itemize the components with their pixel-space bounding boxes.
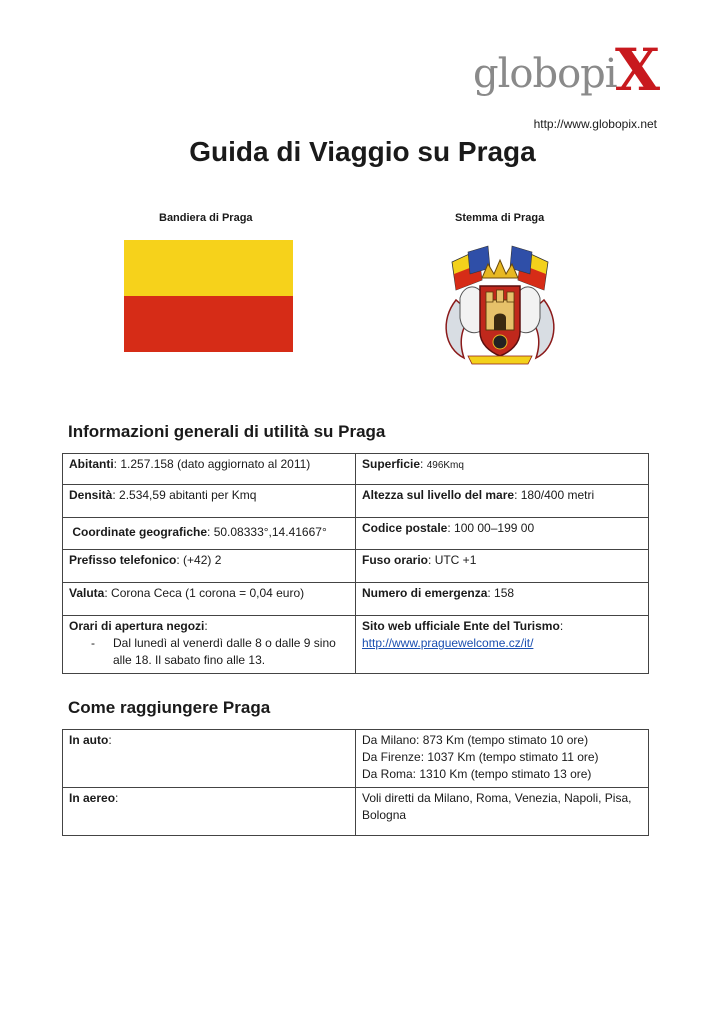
prefisso-cell: Prefisso telefonico: (+42) 2: [63, 550, 356, 583]
flag-label: Bandiera di Praga: [159, 212, 253, 224]
table-row: [63, 730, 649, 788]
auto-cell: In auto:: [63, 730, 356, 788]
emergenza-value: 158: [494, 586, 515, 600]
travel-section-title: Come raggiungere Praga: [68, 698, 271, 717]
travel-table: [62, 729, 649, 836]
emergenza-cell: Numero di emergenza: 158: [356, 583, 649, 616]
auto-values-cell: [356, 730, 649, 788]
logo-text: globopi: [473, 51, 617, 97]
info-table: [62, 453, 649, 674]
coordinate-value: 50.08333°,14.41667°: [213, 525, 327, 539]
superficie-label: Superficie: [362, 457, 421, 471]
sito-cell: Sito web ufficiale Ente del Turismo: http://www.praguewelcome.cz/it/: [356, 616, 649, 674]
altezza-cell: Altezza sul livello del mare: 180/400 metri: [356, 485, 649, 518]
superficie-cell: Superficie: 496Kmq: [356, 454, 649, 485]
page-title: Guida di Viaggio su Praga: [189, 136, 536, 167]
codice-label: Codice postale: [362, 521, 448, 535]
valuta-value: Corona Ceca (1 corona = 0,04 euro): [111, 586, 305, 600]
auto-milano: Da Milano: 873 Km (tempo stimato 10 ore): [362, 733, 589, 747]
auto-firenze: Da Firenze: 1037 Km (tempo stimato 11 ore): [362, 750, 599, 764]
coordinate-cell: Coordinate geografiche: 50.08333°,14.41667°: [63, 518, 356, 550]
orari-list: [69, 635, 349, 669]
auto-label: In auto: [69, 733, 109, 747]
tourism-site-link[interactable]: http://www.praguewelcome.cz/it/: [362, 636, 534, 650]
altezza-label: Altezza sul livello del mare: [362, 488, 515, 502]
fuso-cell: Fuso orario: UTC +1: [356, 550, 649, 583]
info-section-title: Informazioni generali di utilità su Praga: [68, 422, 386, 441]
table-row: [63, 550, 649, 583]
prefisso-label: Prefisso telefonico: [69, 553, 177, 567]
densita-label: Densità: [69, 488, 113, 502]
abitanti-cell: Abitanti: 1.257.158 (dato aggiornato al 2011): [63, 454, 356, 485]
coordinate-label: Coordinate geografiche: [72, 525, 208, 539]
codice-value: 100 00–199 00: [454, 521, 535, 535]
table-row: [63, 616, 649, 674]
logo-x: X: [615, 36, 661, 104]
table-row: [63, 788, 649, 836]
globopix-logo: [473, 36, 663, 108]
flag-red-stripe: [124, 296, 293, 352]
abitanti-value: 1.257.158 (dato aggiornato al 2011): [120, 457, 311, 471]
table-row: [63, 454, 649, 485]
orari-cell: Orari di apertura negozi: - Dal lunedì al venerdì dalle 8 o dalle 9 sino alle 18. Il sabato fino alle 13.: [63, 616, 356, 674]
coat-label: Stemma di Praga: [455, 212, 545, 224]
aereo-value: Voli diretti da Milano, Roma, Venezia, Napoli, Pisa, Bologna: [356, 788, 649, 836]
codice-cell: Codice postale: 100 00–199 00: [356, 518, 649, 550]
fuso-value: UTC +1: [434, 553, 477, 567]
prefisso-value: (+42) 2: [183, 553, 222, 567]
densita-value: 2.534,59 abitanti per Kmq: [119, 488, 257, 502]
aereo-label: In aereo: [69, 791, 116, 805]
valuta-cell: Valuta: Corona Ceca (1 corona = 0,04 euro): [63, 583, 356, 616]
valuta-label: Valuta: [69, 586, 105, 600]
emergenza-label: Numero di emergenza: [362, 586, 488, 600]
fuso-label: Fuso orario: [362, 553, 429, 567]
orari-label: Orari di apertura negozi: [69, 619, 205, 633]
list-item: - Dal lunedì al venerdì dalle 8 o dalle 9 sino alle 18. Il sabato fino alle 13.: [113, 635, 349, 669]
aereo-cell: In aereo:: [63, 788, 356, 836]
prague-flag-image: [124, 240, 293, 352]
abitanti-label: Abitanti: [69, 457, 114, 471]
flag-yellow-stripe: [124, 240, 293, 296]
site-url[interactable]: http://www.globopix.net: [533, 117, 657, 131]
altezza-value: 180/400 metri: [520, 488, 595, 502]
sito-label: Sito web ufficiale Ente del Turismo: [362, 619, 560, 633]
table-row: [63, 583, 649, 616]
table-row: [63, 485, 649, 518]
superficie-value: 496Kmq: [426, 460, 464, 471]
prague-coat-of-arms-image: [438, 240, 562, 366]
densita-cell: Densità: 2.534,59 abitanti per Kmq: [63, 485, 356, 518]
table-row: [63, 518, 649, 550]
auto-roma: Da Roma: 1310 Km (tempo stimato 13 ore): [362, 767, 592, 781]
